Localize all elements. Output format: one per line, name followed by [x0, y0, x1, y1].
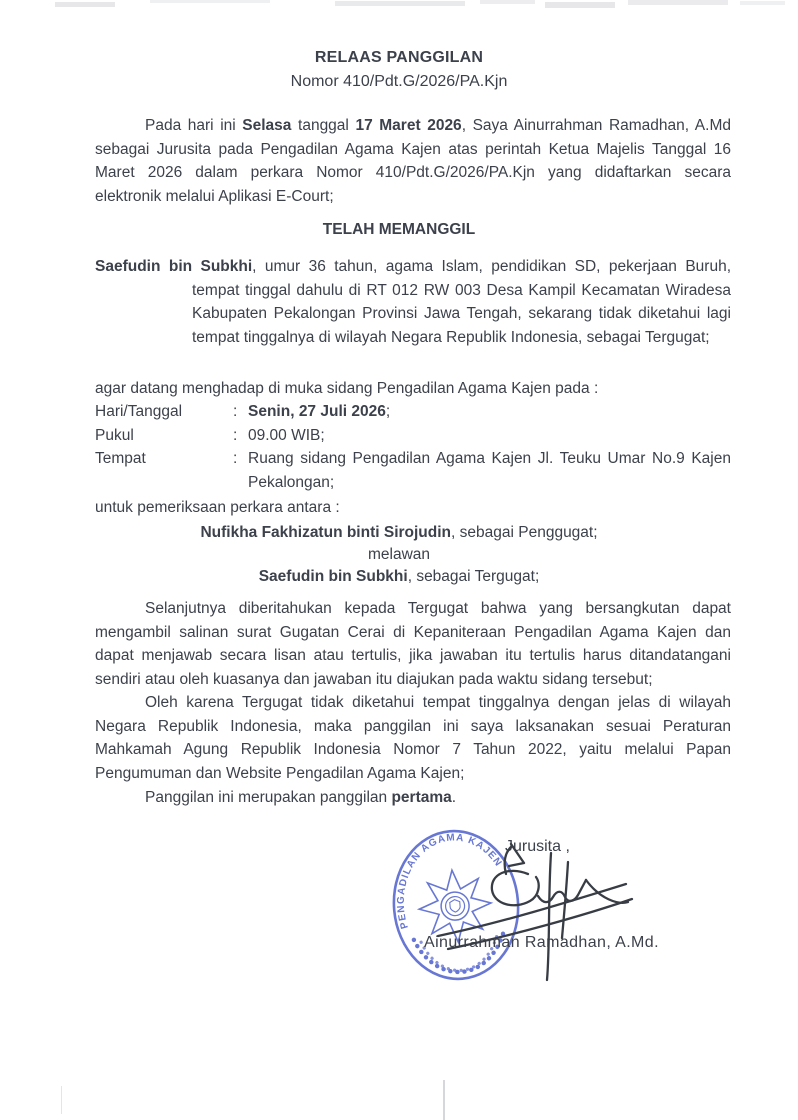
closing-paragraphs	[95, 597, 731, 785]
scan-artifact	[740, 1, 785, 5]
court-stamp	[382, 820, 529, 989]
document-title: RELAAS PANGGILAN	[314, 49, 484, 66]
summon-heading: TELAH MEMANGGIL	[322, 221, 476, 238]
stamp-arc-text: PENGADILAN AGAMA KAJEN	[395, 832, 504, 930]
schedule-colon: :	[233, 450, 238, 467]
defendant-line: Saefudin bin Subkhi, sebagai Tergugat;	[258, 568, 540, 585]
schedule-colon: :	[233, 403, 238, 420]
scan-artifact	[61, 1086, 62, 1114]
schedule-row-day	[95, 400, 731, 424]
appear-instruction: agar datang menghadap di muka sidang Pengadilan Agama Kajen pada :	[95, 380, 599, 397]
schedule-value: Ruang sidang Pengadilan Agama Kajen Jl. Teuku Umar No.9 Kajen Pekalongan;	[248, 450, 731, 491]
versus-line: melawan	[367, 546, 431, 563]
scan-artifact	[443, 1080, 445, 1120]
case-number: Nomor 410/Pdt.G/2026/PA.Kjn	[290, 73, 508, 90]
schedule-colon: :	[233, 426, 238, 444]
call-order-line: Panggilan ini merupakan panggilan pertama.	[145, 789, 457, 806]
schedule-value: 09.00 WIB;	[248, 426, 325, 444]
schedule-value: Senin, 27 Juli 2026;	[248, 403, 391, 420]
hearing-schedule	[95, 400, 731, 494]
scan-artifact	[545, 2, 615, 8]
publication-paragraph: Oleh karena Tergugat tidak diketahui tempat tinggalnya dengan jelas di wilayah Negara Republik Indonesia, maka panggilan ini saya laksanakan sesuai Peraturan Mahkamah Agung Republik Indonesia Nomor 7 Tahun 2022, yaitu melalui Papan Pengumuman dan Website Pengadilan Agama Kajen;	[95, 694, 731, 782]
scan-artifact	[150, 0, 270, 3]
notice-paragraph: Selanjutnya diberitahukan kepada Tergugat bahwa yang bersangkutan dapat mengambil salinan surat Gugatan Cerai di Kepaniteraan Pengadilan Agama Kajen dan dapat menjawab secara lisan atau tertulis, jika jawaban itu tertulis harus ditandatangani sendiri atau oleh kuasanya dan jawaban itu diajukan pada waktu sidang tersebut;	[95, 600, 731, 688]
signer-name: Ainurrahman Ramadhan, A.Md.	[424, 934, 659, 951]
scan-artifact	[480, 0, 535, 4]
schedule-row-time	[95, 424, 731, 448]
scan-artifact	[55, 2, 115, 7]
schedule-label: Pukul	[95, 426, 134, 444]
plaintiff-line: Nufikha Fakhizatun binti Sirojudin, sebagai Penggugat;	[200, 524, 598, 541]
schedule-label: Hari/Tanggal	[95, 403, 183, 420]
case-between-line: untuk pemeriksaan perkara antara :	[95, 499, 340, 516]
schedule-label: Tempat	[95, 450, 146, 467]
signer-role: Jurusita ,	[505, 838, 570, 855]
scan-artifact	[335, 1, 465, 6]
summoned-party-paragraph: Saefudin bin Subkhi, umur 36 tahun, agama Islam, pendidikan SD, pekerjaan Buruh, tempat tinggal dahulu di RT 012 RW 003 Desa Kampil Kecamatan Wiradesa Kabupaten Pekalongan Provinsi Jawa Tengah, sekarang tidak diketahui lagi tempat tinggalnya di wilayah Negara Republik Indonesia, sebagai Tergugat;	[95, 258, 731, 346]
scan-artifact	[628, 0, 728, 5]
schedule-row-place	[95, 447, 731, 494]
opening-paragraph: Pada hari ini Selasa tanggal 17 Maret 2026, Saya Ainurrahman Ramadhan, A.Md sebagai Jurusita pada Pengadilan Agama Kajen atas perintah Ketua Majelis Tanggal 16 Maret 2026 dalam perkara Nomor 410/Pdt.G/2026/PA.Kjn yang didaftarkan secara elektronik melalui Aplikasi E-Court;	[95, 117, 731, 205]
parties-block	[0, 522, 798, 588]
